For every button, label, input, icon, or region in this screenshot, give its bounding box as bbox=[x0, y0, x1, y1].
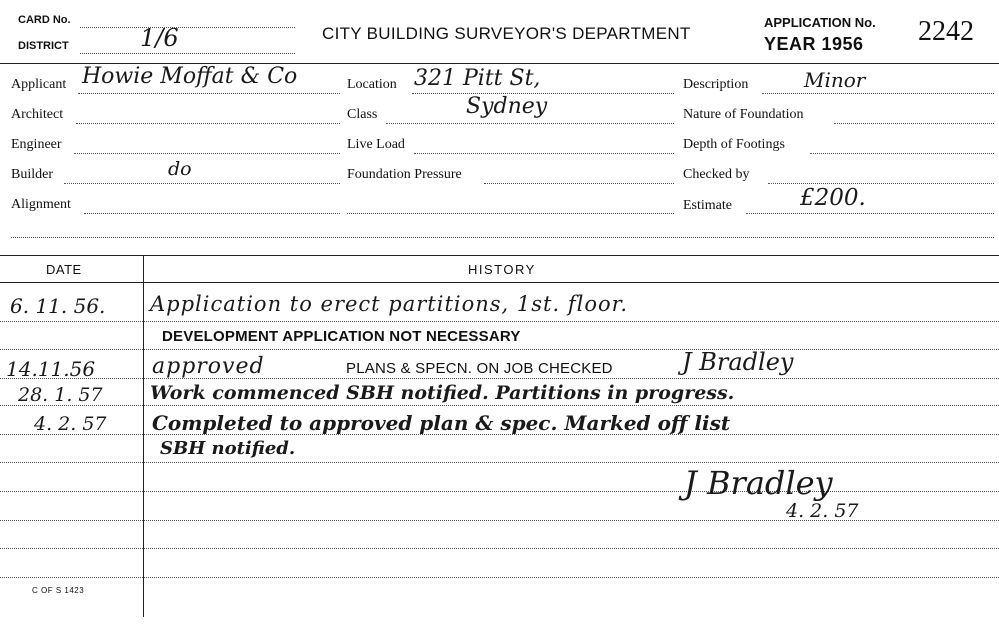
location-value-line2: Sydney bbox=[466, 94, 548, 119]
live-load-label: Live Load bbox=[347, 137, 405, 152]
column2-line-5 bbox=[347, 213, 674, 214]
row-line-10 bbox=[0, 577, 999, 578]
history-text: Work commenced SBH notified. Partitions in progress. bbox=[150, 382, 735, 404]
history-stamp: DEVELOPMENT APPLICATION NOT NECESSARY bbox=[162, 328, 521, 345]
depth-of-footings-label: Depth of Footings bbox=[683, 137, 785, 152]
builder-line bbox=[64, 183, 340, 184]
description-label: Description bbox=[683, 77, 749, 92]
engineer-label: Engineer bbox=[11, 137, 62, 152]
applicant-value: Howie Moffat & Co bbox=[82, 64, 298, 89]
district-value: 1/6 bbox=[140, 24, 179, 52]
estimate-label: Estimate bbox=[683, 198, 732, 213]
alignment-label: Alignment bbox=[11, 197, 71, 212]
history-text: Completed to approved plan & spec. Marked off list bbox=[152, 411, 731, 435]
district-line bbox=[80, 53, 295, 54]
estimate-value: £200. bbox=[800, 185, 866, 211]
card-no-label: CARD No. bbox=[18, 14, 71, 26]
year-label: YEAR 1956 bbox=[764, 34, 864, 54]
closing-signature: J Bradley bbox=[684, 464, 833, 502]
history-text: approved bbox=[152, 354, 265, 379]
row-line-9 bbox=[0, 548, 999, 549]
checked-by-line bbox=[768, 183, 994, 184]
location-value-line1: 321 Pitt St, bbox=[414, 66, 541, 91]
nature-of-foundation-line bbox=[834, 123, 994, 124]
row-line-3 bbox=[0, 378, 999, 379]
nature-of-foundation-label: Nature of Foundation bbox=[683, 107, 804, 122]
history-text: SBH notified. bbox=[160, 438, 296, 459]
date-column-divider bbox=[143, 255, 144, 617]
closing-date: 4. 2. 57 bbox=[786, 500, 859, 522]
row-line-7 bbox=[0, 491, 999, 492]
history-date: 14.11.56 bbox=[6, 357, 96, 381]
history-header: HISTORY bbox=[468, 262, 536, 277]
builder-value: do bbox=[168, 158, 192, 180]
table-header-line bbox=[0, 282, 999, 283]
district-label: DISTRICT bbox=[18, 40, 69, 52]
history-date: 28. 1. 57 bbox=[18, 384, 103, 406]
date-header: DATE bbox=[46, 262, 82, 277]
form-code: C OF S 1423 bbox=[32, 586, 85, 595]
details-blank-line-1 bbox=[11, 237, 994, 238]
builder-label: Builder bbox=[11, 167, 53, 182]
engineer-line bbox=[74, 153, 340, 154]
architect-label: Architect bbox=[11, 107, 64, 122]
row-line-1 bbox=[0, 321, 999, 322]
alignment-line bbox=[84, 213, 340, 214]
foundation-pressure-label: Foundation Pressure bbox=[347, 167, 462, 182]
card-no-line bbox=[80, 27, 295, 28]
application-no-label: APPLICATION No. bbox=[764, 15, 876, 30]
description-line bbox=[762, 93, 994, 94]
history-text: Application to erect partitions, 1st. floor. bbox=[150, 292, 629, 316]
history-date: 6. 11. 56. bbox=[10, 294, 106, 318]
details-bottom-divider bbox=[0, 255, 999, 256]
class-label: Class bbox=[347, 107, 378, 122]
estimate-line bbox=[746, 213, 994, 214]
row-line-4 bbox=[0, 405, 999, 406]
live-load-line bbox=[414, 153, 674, 154]
architect-line bbox=[76, 123, 340, 124]
checked-by-label: Checked by bbox=[683, 167, 750, 182]
history-signature: J Bradley bbox=[682, 348, 794, 376]
class-line bbox=[386, 123, 674, 124]
history-stamp: PLANS & SPECN. ON JOB CHECKED bbox=[346, 360, 613, 377]
applicant-label: Applicant bbox=[11, 77, 67, 92]
applicant-line bbox=[78, 93, 340, 94]
history-date: 4. 2. 57 bbox=[34, 413, 107, 435]
department-title: CITY BUILDING SURVEYOR'S DEPARTMENT bbox=[322, 24, 691, 43]
row-line-6 bbox=[0, 462, 999, 463]
foundation-pressure-line bbox=[484, 183, 674, 184]
row-line-2 bbox=[0, 349, 999, 350]
description-value: Minor bbox=[804, 68, 866, 92]
location-label: Location bbox=[347, 77, 397, 92]
application-no-value: 2242 bbox=[918, 16, 974, 47]
depth-of-footings-line bbox=[810, 153, 994, 154]
